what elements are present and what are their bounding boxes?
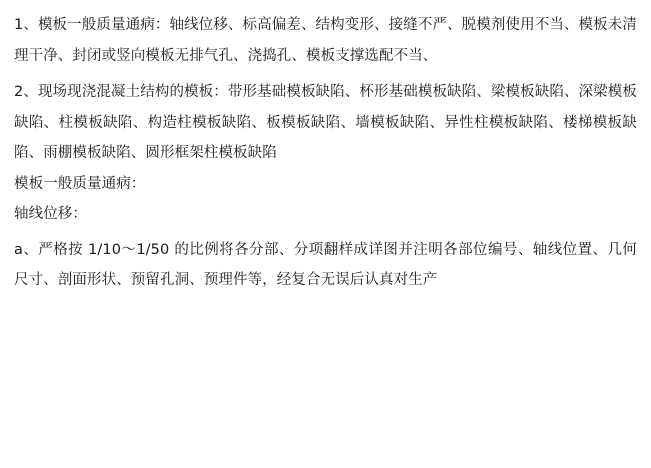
paragraph-1: 1、模板一般质量通病：轴线位移、标高偏差、结构变形、接缝不严、脱模剂使用不当、模板未清理干净、封闭或竖向模板无排气孔、浇捣孔、模板支撑选配不当、 xyxy=(14,17,637,64)
paragraph-5: a、严格按 1/10～1/50 的比例将各分部、分项翻样成详图并注明各部位编号、轴线位置、几何尺寸、剖面形状、预留孔洞、预理件等，经复合无误后认真对生产 xyxy=(14,241,637,288)
paragraph-3: 模板一般质量通病： xyxy=(14,175,146,192)
paragraph-4: 轴线位移： xyxy=(14,205,87,222)
paragraph-2: 2、现场现浇混凝土结构的模板：带形基础模板缺陷、杯形基础模板缺陷、梁模板缺陷、深梁模板缺陷、柱模板缺陷、构造柱模板缺陷、板模板缺陷、墙模板缺陷、异性柱模板缺陷、楼梯模板缺陷、雨棚模板缺陷、圆形框架柱模板缺陷 xyxy=(14,84,637,161)
